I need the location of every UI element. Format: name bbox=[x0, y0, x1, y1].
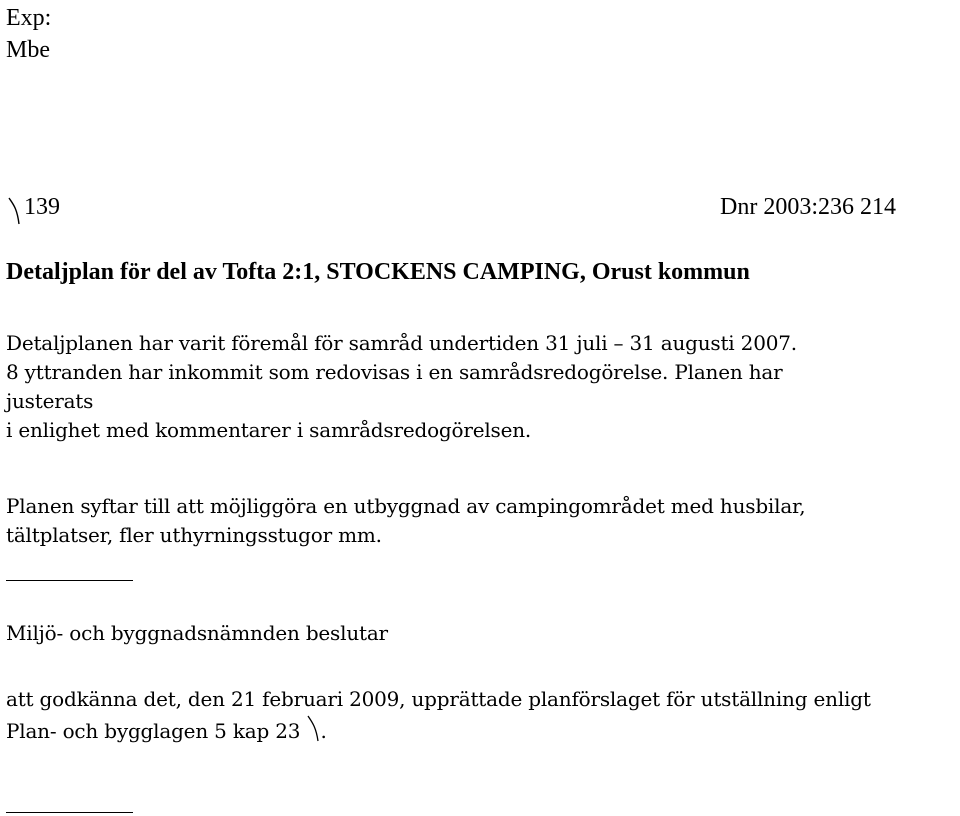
decision-line bbox=[6, 714, 871, 746]
paragraph-line: i enlighet med kommentarer i samrådsredogörelsen. bbox=[6, 418, 532, 442]
paragraph-line: justerats bbox=[6, 389, 94, 413]
exp-label: Exp: bbox=[6, 5, 52, 31]
purpose-paragraph bbox=[6, 492, 805, 550]
decision-line-end: . bbox=[320, 719, 327, 743]
document-header bbox=[6, 2, 51, 66]
decision-line: att godkänna det, den 21 februari 2009, upprättade planförslaget för utställning enligt bbox=[6, 687, 871, 711]
section-sign-icon bbox=[306, 714, 320, 744]
decision-paragraph bbox=[6, 685, 871, 746]
paragraph-line: 8 yttranden har inkommit som redovisas i en samrådsredogörelse. Planen har bbox=[6, 360, 783, 384]
section-divider bbox=[6, 580, 133, 581]
footer-divider bbox=[6, 812, 133, 813]
paragraph-line: tältplatser, fler uthyrningsstugor mm. bbox=[6, 523, 382, 547]
section-sign-icon bbox=[6, 194, 22, 228]
background-paragraph bbox=[6, 329, 797, 445]
decision-heading: Miljö- och byggnadsnämnden beslutar bbox=[6, 621, 388, 645]
decision-line-text: Plan- och bygglagen 5 kap 23 bbox=[6, 719, 307, 743]
mbe-label: Mbe bbox=[6, 37, 50, 63]
paragraph-line: Detaljplanen har varit föremål för samråd undertiden 31 juli – 31 augusti 2007. bbox=[6, 331, 797, 355]
paragraph-line: Planen syftar till att möjliggöra en utbyggnad av campingområdet med husbilar, bbox=[6, 494, 806, 518]
case-number: 139 bbox=[24, 194, 60, 220]
page-title: Detaljplan för del av Tofta 2:1, STOCKENS CAMPING, Orust kommun bbox=[6, 259, 750, 285]
diary-number: Dnr 2003:236 214 bbox=[720, 194, 896, 220]
